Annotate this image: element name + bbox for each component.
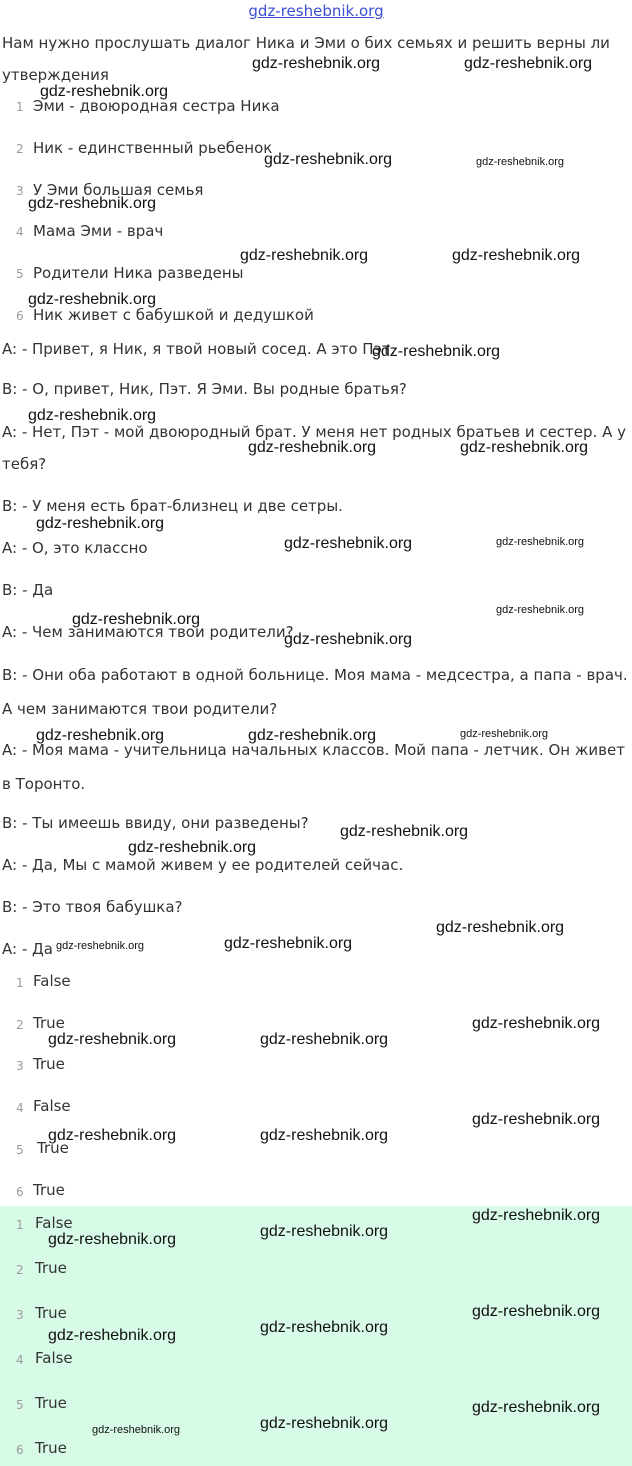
statement-text: Ник живет с бабушкой и дедушкой <box>33 306 314 324</box>
watermark: gdz-reshebnik.org <box>460 728 549 740</box>
answer-number: 6 <box>16 1443 24 1457</box>
watermark: gdz-reshebnik.org <box>496 604 585 616</box>
watermark: gdz-reshebnik.org <box>460 439 589 456</box>
watermark: gdz-reshebnik.org <box>284 631 413 648</box>
answer-text: True <box>35 1439 67 1457</box>
answer-text: True <box>33 1014 65 1032</box>
statement-text: Ник - единственный рьебенок <box>33 139 273 157</box>
watermark: gdz-reshebnik.org <box>28 195 157 212</box>
watermark: gdz-reshebnik.org <box>92 1424 181 1436</box>
watermark: gdz-reshebnik.org <box>464 55 593 72</box>
watermark: gdz-reshebnik.org <box>72 611 201 628</box>
dialogue-line: A: - Моя мама - учительница начальных классов. Мой папа - летчик. Он живет в Торонто. <box>2 741 625 793</box>
answer-text: True <box>33 1181 65 1199</box>
answer-text: False <box>35 1214 73 1232</box>
watermark: gdz-reshebnik.org <box>40 83 169 100</box>
watermark: gdz-reshebnik.org <box>56 940 145 952</box>
answer-number: 1 <box>16 976 24 990</box>
answer-number: 4 <box>16 1353 24 1367</box>
dialogue-line: B: - О, привет, Ник, Пэт. Я Эми. Вы родные братья? <box>2 380 407 398</box>
watermark: gdz-reshebnik.org <box>36 727 165 744</box>
watermark: gdz-reshebnik.org <box>284 535 413 552</box>
watermark: gdz-reshebnik.org <box>340 823 469 840</box>
answer-text: False <box>33 1097 71 1115</box>
watermark: gdz-reshebnik.org <box>472 1015 601 1032</box>
watermark: gdz-reshebnik.org <box>240 247 369 264</box>
answer-number: 5 <box>16 1143 24 1157</box>
watermark: gdz-reshebnik.org <box>436 919 565 936</box>
watermark: gdz-reshebnik.org <box>496 536 585 548</box>
answer-number: 2 <box>16 1263 24 1277</box>
watermark: gdz-reshebnik.org <box>248 727 377 744</box>
watermark: gdz-reshebnik.org <box>28 291 157 308</box>
watermark: gdz-reshebnik.org <box>452 247 581 264</box>
watermark: gdz-reshebnik.org <box>472 1207 601 1224</box>
dialogue-line: A: - Чем занимаются твои родители? <box>2 623 294 641</box>
watermark: gdz-reshebnik.org <box>260 1031 389 1048</box>
statement-number: 4 <box>16 225 24 239</box>
watermark: gdz-reshebnik.org <box>476 156 565 168</box>
dialogue-line: B: - Ты имеешь ввиду, они разведены? <box>2 814 309 832</box>
answer-number: 1 <box>16 1218 24 1232</box>
watermark: gdz-reshebnik.org <box>36 515 165 532</box>
answer-number: 3 <box>16 1308 24 1322</box>
watermark: gdz-reshebnik.org <box>260 1415 389 1432</box>
statement-text: Эми - двоюродная сестра Ника <box>33 97 280 115</box>
watermark: gdz-reshebnik.org <box>472 1399 601 1416</box>
answer-number: 2 <box>16 1018 24 1032</box>
watermark: gdz-reshebnik.org <box>48 1031 177 1048</box>
site-link[interactable]: gdz-reshebnik.org <box>248 2 384 20</box>
watermark: gdz-reshebnik.org <box>260 1127 389 1144</box>
dialogue-line: A: - О, это классно <box>2 539 148 557</box>
watermark: gdz-reshebnik.org <box>472 1111 601 1128</box>
watermark: gdz-reshebnik.org <box>472 1303 601 1320</box>
watermark: gdz-reshebnik.org <box>260 1223 389 1240</box>
answer-number: 3 <box>16 1059 24 1073</box>
answer-number: 4 <box>16 1101 24 1115</box>
dialogue-line: B: - Они оба работают в одной больнице. Моя мама - медсестра, а папа - врач. А чем занимаются твои родители? <box>2 666 628 718</box>
dialogue-line: B: - У меня есть брат-близнец и две сетры. <box>2 497 343 515</box>
watermark: gdz-reshebnik.org <box>224 935 353 952</box>
watermark: gdz-reshebnik.org <box>48 1127 177 1144</box>
watermark: gdz-reshebnik.org <box>264 151 393 168</box>
statement-number: 2 <box>16 142 24 156</box>
dialogue-line: A: - Да, Мы с мамой живем у ее родителей сейчас. <box>2 856 404 874</box>
watermark: gdz-reshebnik.org <box>248 439 377 456</box>
watermark: gdz-reshebnik.org <box>48 1327 177 1344</box>
statement-text: Родители Ника разведены <box>33 264 244 282</box>
dialogue-line: A: - Нет, Пэт - мой двоюродный брат. У меня нет родных братьев и сестер. А у тебя? <box>2 423 626 473</box>
statement-number: 6 <box>16 309 24 323</box>
watermark: gdz-reshebnik.org <box>372 343 501 360</box>
dialogue-line: B: - Да <box>2 581 54 599</box>
watermark: gdz-reshebnik.org <box>48 1231 177 1248</box>
dialogue-line: A: - Привет, я Ник, я твой новый сосед. А это Пэт. <box>2 340 396 358</box>
intro-text: Нам нужно прослушать диалог Ника и Эми о бих семьях и решить верны ли утверждения <box>2 34 610 84</box>
watermark: gdz-reshebnik.org <box>28 407 157 424</box>
watermark: gdz-reshebnik.org <box>128 839 257 856</box>
answer-text: True <box>35 1394 67 1412</box>
statement-text: Мама Эми - врач <box>33 222 164 240</box>
answer-text: True <box>35 1259 67 1277</box>
answer-text: True <box>35 1304 67 1322</box>
watermark: gdz-reshebnik.org <box>252 55 381 72</box>
statement-number: 1 <box>16 100 24 114</box>
dialogue-line: A: - Да <box>2 940 53 958</box>
watermark: gdz-reshebnik.org <box>260 1319 389 1336</box>
answer-text: False <box>33 972 71 990</box>
statement-number: 3 <box>16 184 24 198</box>
answer-text: False <box>35 1349 73 1367</box>
statement-number: 5 <box>16 267 24 281</box>
answer-text: True <box>37 1139 69 1157</box>
answer-text: True <box>33 1055 65 1073</box>
answer-number: 5 <box>16 1398 24 1412</box>
statement-text: У Эми большая семья <box>33 181 204 199</box>
answer-number: 6 <box>16 1185 24 1199</box>
dialogue-line: B: - Это твоя бабушка? <box>2 898 183 916</box>
